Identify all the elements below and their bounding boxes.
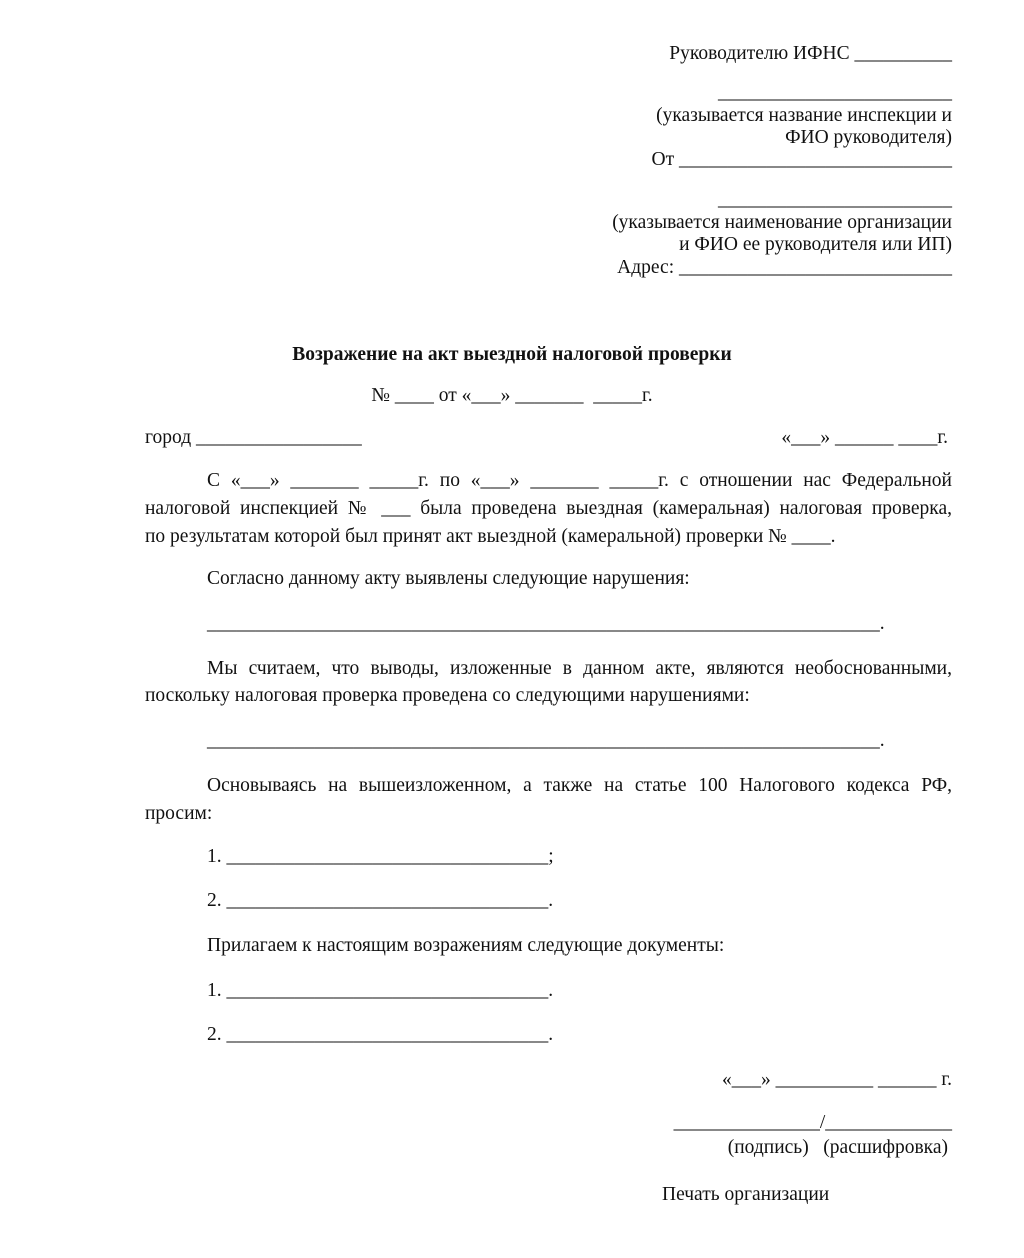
paragraph-1-line-1: С «___» _______ _____г. по «___» _______ _____г. с отношении нас Федеральной <box>207 470 952 491</box>
stamp-label: Печать организации <box>662 1184 830 1205</box>
signature-hint: (подпись) (расшифровка) <box>727 1137 948 1158</box>
violations-intro: Согласно данному акту выявлены следующие нарушения: <box>207 568 690 589</box>
paragraph-3-line-2: просим: <box>145 803 213 824</box>
document-title: Возражение на акт выездной налоговой проверки <box>292 344 732 365</box>
paragraph-3-line-1: Основываясь на вышеизложенном, а также на статье 100 Налогового кодекса РФ, <box>207 775 952 796</box>
inspection-blank: ________________________ <box>718 82 952 103</box>
paragraph-2-line-1: Мы считаем, что выводы, изложенные в данном акте, являются необоснованными, <box>207 658 952 679</box>
org-hint-1: (указывается наименование организации <box>612 212 952 233</box>
city-line: город _________________ <box>145 427 362 448</box>
address-line: Адрес: ____________________________ <box>617 257 952 278</box>
signature-line: _______________/_____________ <box>673 1112 952 1133</box>
signature-date: «___» __________ ______ г. <box>721 1069 952 1090</box>
from-line: От ____________________________ <box>651 149 952 170</box>
violations-blank: _____________________________________________________________________. <box>207 613 885 634</box>
date-line: «___» ______ ____г. <box>781 427 948 448</box>
procedural-blank: _____________________________________________________________________. <box>207 730 885 751</box>
request-item: 2. _________________________________. <box>207 890 554 911</box>
attachment-item: 1. _________________________________. <box>207 980 554 1001</box>
inspection-hint-2: ФИО руководителя) <box>785 127 952 148</box>
attachment-item: 2. _________________________________. <box>207 1024 554 1045</box>
document-number: № ____ от «___» _______ _____г. <box>371 385 653 406</box>
org-blank: ________________________ <box>718 189 952 210</box>
org-hint-2: и ФИО ее руководителя или ИП) <box>679 234 952 255</box>
paragraph-1-line-2: налоговой инспекцией № ___ была проведена выездная (камеральная) налоговая проверка, <box>145 498 952 519</box>
inspection-hint-1: (указывается название инспекции и <box>656 105 952 126</box>
paragraph-2-line-2: поскольку налоговая проверка проведена со следующими нарушениями: <box>145 685 750 706</box>
addressee-line: Руководителю ИФНС __________ <box>669 43 952 64</box>
request-item: 1. _________________________________; <box>207 846 554 867</box>
attachments-intro: Прилагаем к настоящим возражениям следующие документы: <box>207 935 725 956</box>
paragraph-1-line-3: по результатам которой был принят акт выездной (камеральной) проверки № ____. <box>145 526 836 547</box>
